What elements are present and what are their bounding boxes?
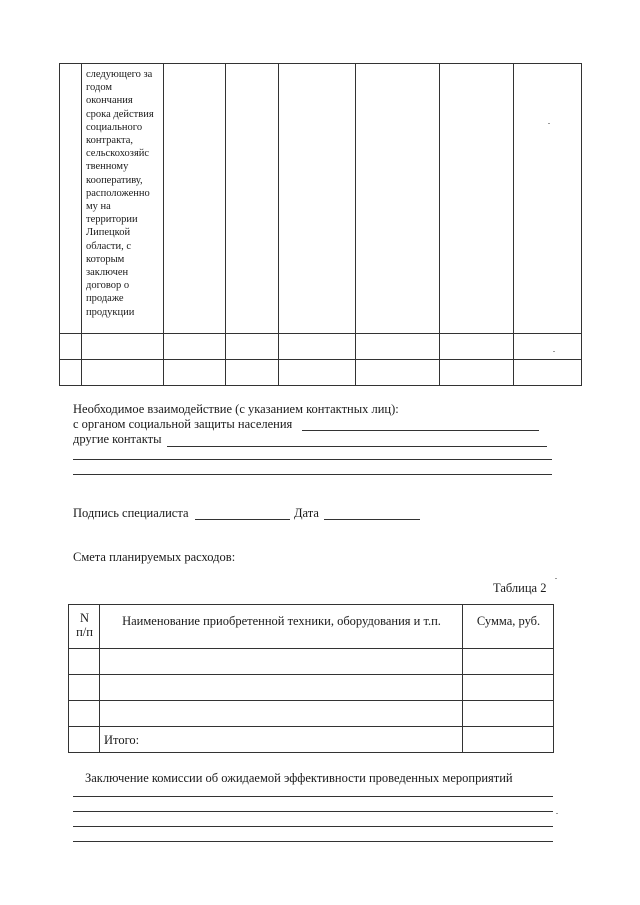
column-header-name: Наименование приобретенной техники, оборудования и т.п. bbox=[122, 614, 441, 628]
total-label: Итого: bbox=[104, 733, 140, 747]
scan-speck bbox=[548, 123, 550, 124]
table-col-divider bbox=[81, 63, 82, 386]
table-row-divider bbox=[68, 648, 554, 649]
signature-field[interactable] bbox=[195, 519, 290, 520]
social-protection-label: с органом социальной защиты населения bbox=[73, 417, 293, 431]
scan-speck bbox=[556, 813, 558, 814]
column-header-number: N п/п bbox=[76, 611, 93, 639]
conclusion-line[interactable] bbox=[73, 841, 553, 842]
table-cell-description: следующего за годом окончания срока действия социального контракта, сельскохозяйс твенному кооперативу, расположенно му на территории Липецкой области, с которым заключен договор о продаже продукции bbox=[86, 69, 154, 318]
date-field[interactable] bbox=[324, 519, 420, 520]
table-border-right bbox=[581, 63, 582, 386]
table-border-bottom bbox=[68, 752, 554, 753]
table-row-divider bbox=[59, 359, 582, 360]
table-border-top bbox=[59, 63, 582, 64]
table-border-top bbox=[68, 604, 554, 605]
blank-line[interactable] bbox=[73, 459, 552, 460]
table-col-divider bbox=[278, 63, 279, 386]
other-contacts-label: другие контакты bbox=[73, 432, 162, 446]
table-col-divider bbox=[439, 63, 440, 386]
table-caption: Таблица 2 bbox=[493, 581, 547, 595]
conclusion-line[interactable] bbox=[73, 796, 553, 797]
budget-heading: Смета планируемых расходов: bbox=[73, 550, 236, 564]
social-protection-field[interactable] bbox=[302, 430, 539, 431]
table-col-divider bbox=[59, 63, 60, 386]
specialist-signature-label: Подпись специалиста bbox=[73, 506, 189, 520]
table-col-divider bbox=[225, 63, 226, 386]
other-contacts-field[interactable] bbox=[167, 446, 547, 447]
table-row-divider bbox=[59, 333, 582, 334]
table-col-divider bbox=[513, 63, 514, 386]
table-col-divider bbox=[355, 63, 356, 386]
column-header-sum: Сумма, руб. bbox=[476, 614, 541, 628]
interaction-heading: Необходимое взаимодействие (с указанием контактных лиц): bbox=[73, 402, 399, 416]
scan-speck bbox=[553, 351, 555, 352]
scan-speck bbox=[555, 578, 557, 579]
conclusion-line[interactable] bbox=[73, 811, 553, 812]
table-border-bottom bbox=[59, 385, 582, 386]
conclusion-line[interactable] bbox=[73, 826, 553, 827]
commission-conclusion-label: Заключение комиссии об ожидаемой эффективности проведенных мероприятий bbox=[85, 771, 513, 785]
blank-line[interactable] bbox=[73, 474, 552, 475]
date-label: Дата bbox=[294, 506, 319, 520]
table-row-divider bbox=[68, 726, 554, 727]
table-row-divider bbox=[68, 700, 554, 701]
table-row-divider bbox=[68, 674, 554, 675]
